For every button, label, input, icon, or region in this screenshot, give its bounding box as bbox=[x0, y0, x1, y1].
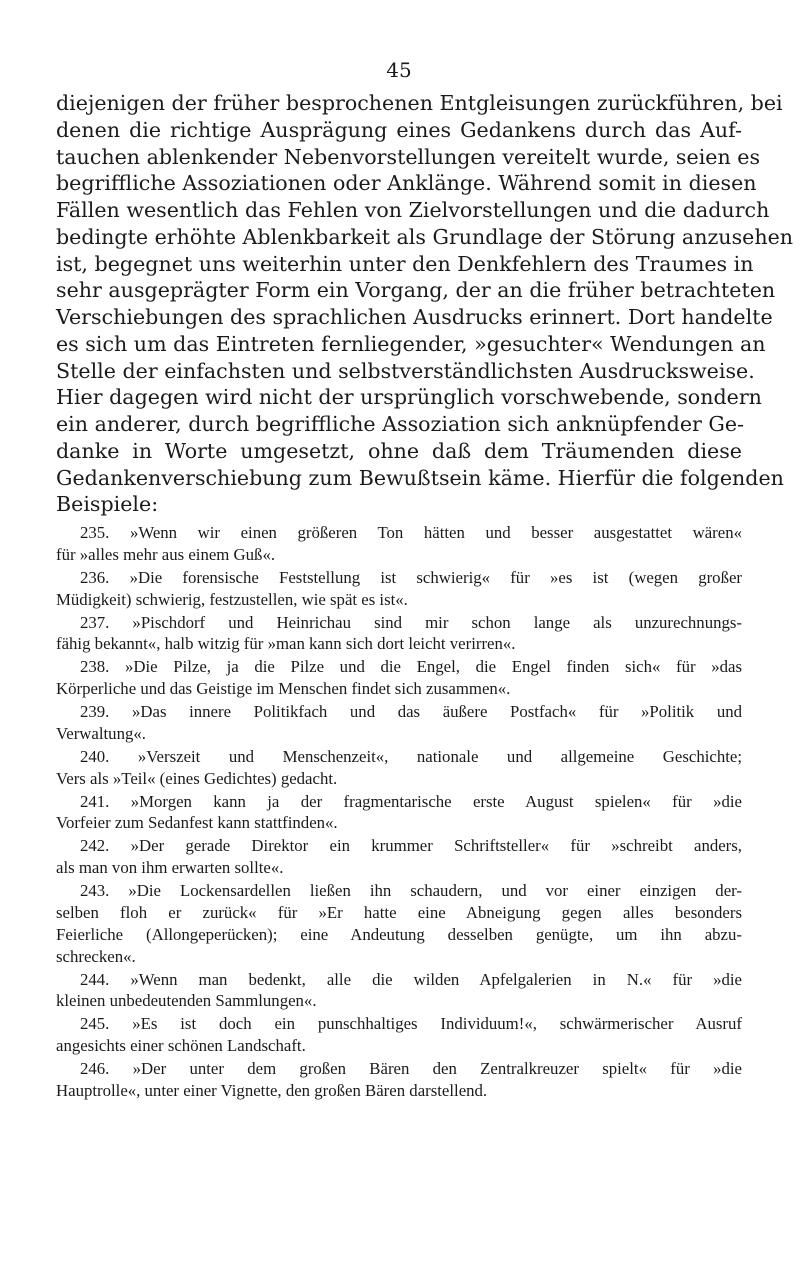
example-item bbox=[56, 522, 742, 566]
example-line: Müdigkeit) schwierig, festzustellen, wie spät es ist«. bbox=[56, 589, 408, 609]
paragraph-line: Verschiebungen des sprachlichen Ausdrucks erinnert. Dort handelte bbox=[56, 305, 773, 329]
example-item bbox=[56, 656, 742, 700]
paragraph-line: Beispiele: bbox=[56, 492, 159, 517]
example-line: schrecken«. bbox=[56, 946, 136, 966]
example-line: Feierliche (Allongeperücken); eine Andeutung desselben genügte, um ihn abzu- bbox=[56, 924, 742, 944]
example-item bbox=[56, 701, 742, 745]
example-line: fähig bekannt«, halb witzig für »man kann sich dort leicht verirren«. bbox=[56, 634, 516, 654]
example-item bbox=[56, 567, 742, 611]
paragraph-line: Gedankenverschiebung zum Bewußtsein käme. Hierfür die folgenden bbox=[56, 465, 784, 490]
example-item bbox=[56, 612, 742, 656]
example-line: als man von ihm erwarten sollte«. bbox=[56, 858, 284, 878]
example-line: 238. »Die Pilze, ja die Pilze und die Engel, die Engel finden sich« für »das bbox=[80, 657, 742, 677]
example-item bbox=[56, 746, 742, 790]
example-item bbox=[56, 969, 742, 1013]
paragraph-line: sehr ausgeprägter Form ein Vorgang, der an die früher betrachteten bbox=[56, 278, 776, 303]
page-number: 45 bbox=[386, 58, 412, 82]
example-line: kleinen unbedeutenden Sammlungen«. bbox=[56, 991, 317, 1011]
example-item bbox=[56, 835, 742, 879]
example-item bbox=[56, 1058, 742, 1102]
example-line: selben floh er zurück« für »Er hatte eine Abneigung gegen alles besonders bbox=[56, 903, 742, 923]
body-paragraph bbox=[56, 90, 794, 518]
paragraph-line: denen die richtige Ausprägung eines Gedankens durch das Auf- bbox=[56, 117, 742, 142]
example-line: für »alles mehr aus einem Guß«. bbox=[56, 544, 276, 564]
paragraph-line: bedingte erhöhte Ablenkbarkeit als Grundlage der Störung anzusehen bbox=[56, 224, 794, 249]
example-line: Verwaltung«. bbox=[56, 723, 146, 743]
example-line: Hauptrolle«, unter einer Vignette, den großen Bären darstellend. bbox=[56, 1080, 488, 1100]
example-line: 244. »Wenn man bedenkt, alle die wilden Apfelgalerien in N.« für »die bbox=[80, 969, 742, 989]
example-item bbox=[56, 880, 742, 967]
paragraph-line: danke in Worte umgesetzt, ohne daß dem Träumenden diese bbox=[56, 438, 742, 463]
example-line: 239. »Das innere Politikfach und das äußere Postfach« für »Politik und bbox=[80, 702, 742, 722]
paragraph-line: es sich um das Eintreten fernliegender, »gesuchter« Wendungen an bbox=[56, 331, 766, 356]
example-line: angesichts einer schönen Landschaft. bbox=[56, 1036, 306, 1056]
example-line: 245. »Es ist doch ein punschhaltiges Individuum!«, schwärmerischer Ausruf bbox=[80, 1014, 742, 1034]
example-line: 243. »Die Lockensardellen ließen ihn schaudern, und vor einer einzigen der- bbox=[80, 881, 742, 901]
example-line: 235. »Wenn wir einen größeren Ton hätten und besser ausgestattet wären« bbox=[80, 523, 742, 542]
paragraph-line: tauchen ablenkender Nebenvorstellungen vereitelt wurde, seien es bbox=[56, 144, 761, 169]
examples-list bbox=[56, 522, 742, 1102]
paragraph-line: begriffliche Assoziationen oder Anklänge. Während somit in diesen bbox=[56, 171, 757, 196]
book-page bbox=[56, 58, 794, 1103]
paragraph-line: ist, begegnet uns weiterhin unter den Denkfehlern des Traumes in bbox=[56, 251, 754, 276]
example-line: Vorfeier zum Sedanfest kann stattfinden«. bbox=[56, 813, 338, 833]
example-line: 242. »Der gerade Direktor ein krummer Schriftsteller« für »schreibt anders, bbox=[80, 836, 742, 856]
example-line: 246. »Der unter dem großen Bären den Zentralkreuzer spielt« für »die bbox=[80, 1059, 742, 1079]
example-line: Körperliche und das Geistige im Menschen findet sich zusammen«. bbox=[56, 679, 511, 699]
example-line: Vers als »Teil« (eines Gedichtes) gedacht. bbox=[56, 768, 338, 788]
example-line: 241. »Morgen kann ja der fragmentarische erste August spielen« für »die bbox=[80, 791, 742, 811]
example-line: 237. »Pischdorf und Heinrichau sind mir schon lange als unzurechnungs- bbox=[80, 612, 742, 632]
example-item bbox=[56, 1013, 742, 1057]
paragraph-line: diejenigen der früher besprochenen Entgleisungen zurückführen, bei bbox=[56, 91, 783, 115]
paragraph-line: ein anderer, durch begriffliche Assoziation sich anknüpfender Ge- bbox=[56, 412, 744, 436]
paragraph-line: Hier dagegen wird nicht der ursprünglich vorschwebende, sondern bbox=[56, 385, 762, 410]
paragraph-line: Stelle der einfachsten und selbstverständlichsten Ausdrucksweise. bbox=[56, 358, 755, 383]
example-item bbox=[56, 791, 742, 835]
example-line: 236. »Die forensische Feststellung ist schwierig« für »es ist (wegen großer bbox=[80, 567, 742, 587]
example-line: 240. »Verszeit und Menschenzeit«, nationale und allgemeine Geschichte; bbox=[80, 746, 742, 766]
paragraph-line: Fällen wesentlich das Fehlen von Zielvorstellungen und die dadurch bbox=[56, 198, 770, 222]
